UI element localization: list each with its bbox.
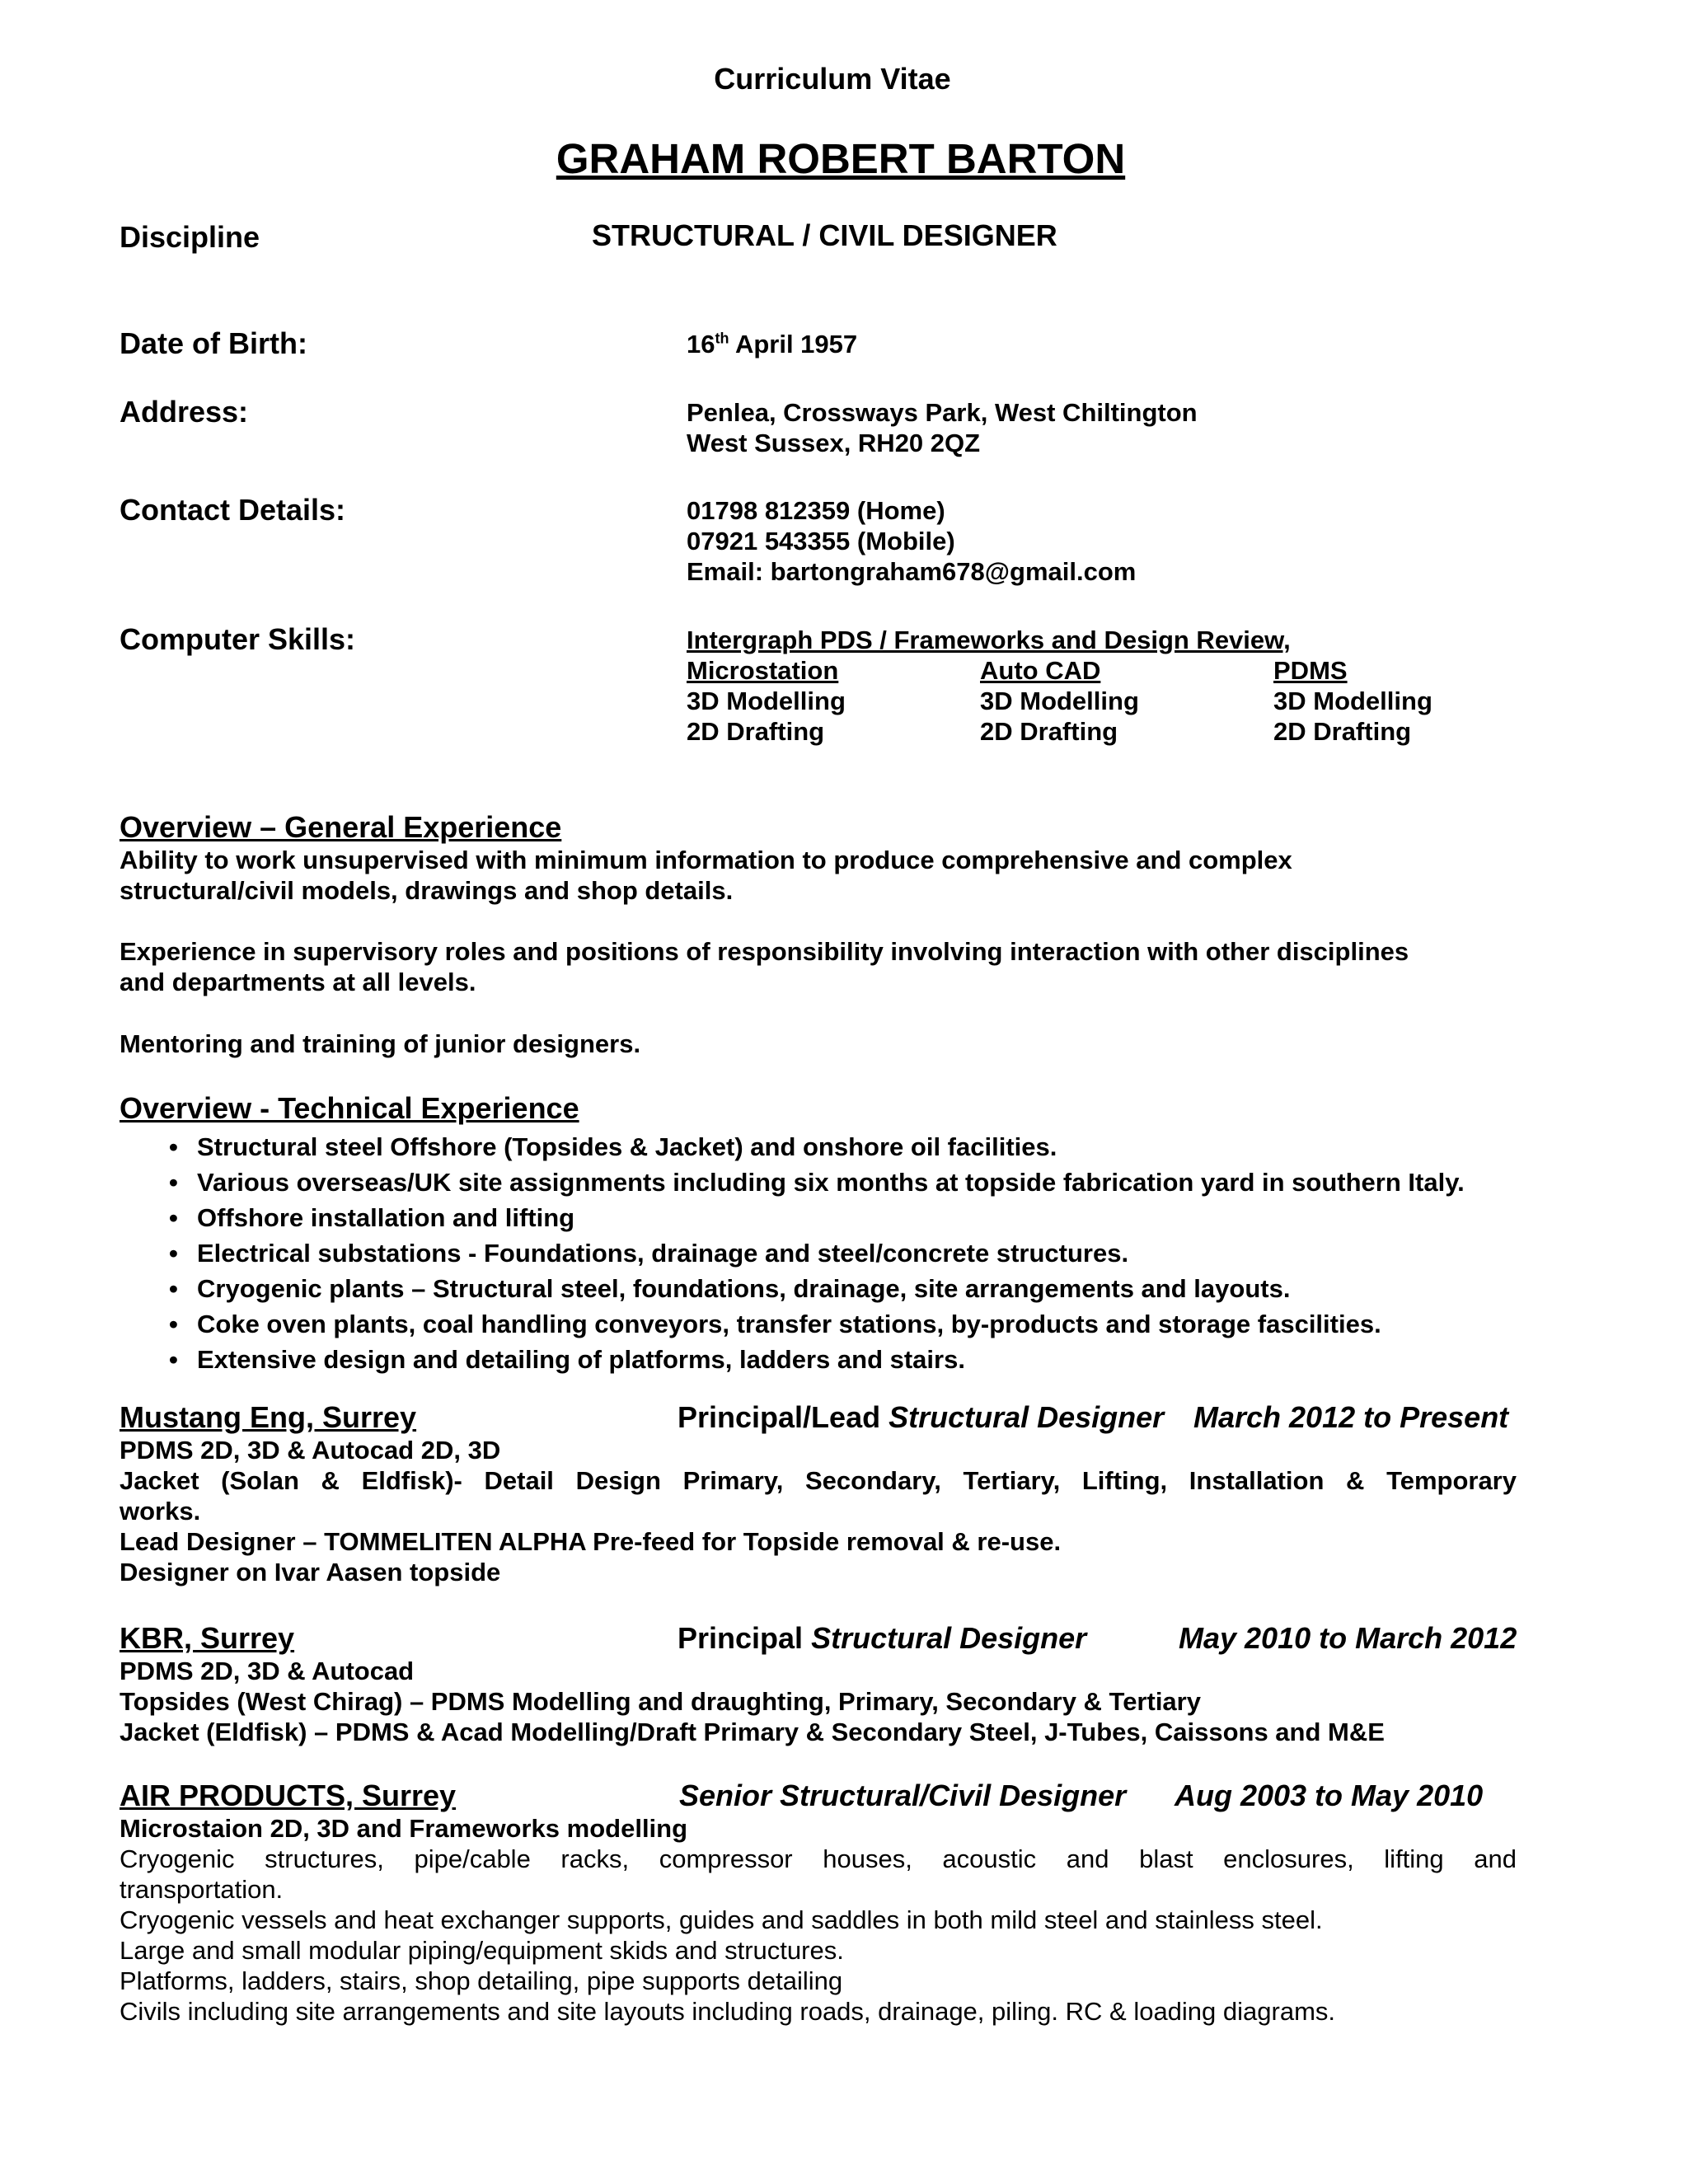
job-role: Principal Structural Designer [678,1621,1087,1655]
paragraph-line: Mentoring and training of junior designers. [120,1029,641,1058]
job-detail-line: PDMS 2D, 3D & Autocad 2D, 3D [120,1436,501,1465]
paragraph-line: Experience in supervisory roles and positions of responsibility involving interaction with other disciplines [120,937,1409,966]
job-detail-line: Cryogenic structures, pipe/cable racks, compressor houses, acoustic and blast enclosures, lifting and [120,1844,1517,1873]
job-role: Senior Structural/Civil Designer [679,1779,1127,1812]
skill-item: 3D Modelling [1273,687,1432,715]
job-detail-line: Designer on Ivar Aasen topside [120,1558,501,1586]
list-item: • Structural steel Offshore (Topsides & Jacket) and onshore oil facilities. [162,1129,1465,1165]
paragraph-line: and departments at all levels. [120,968,476,996]
skill-item: 2D Drafting [980,717,1118,746]
paragraph-line: Ability to work unsupervised with minimum information to produce comprehensive and complex [120,846,1292,874]
skill-item: 3D Modelling [980,687,1139,715]
skill-column-title: Microstation [687,656,839,685]
bullet-icon: • [169,1310,178,1338]
job-dates: March 2012 to Present [1193,1400,1509,1434]
job-detail-line: Large and small modular piping/equipment skids and structures. [120,1936,844,1965]
job-detail-line: Platforms, ladders, stairs, shop detailing, pipe supports detailing [120,1966,843,1995]
job-detail-line: transportation. [120,1875,284,1904]
skill-item: 2D Drafting [687,717,825,746]
bullet-icon: • [169,1239,178,1268]
contact-line: 07921 543355 (Mobile) [687,527,955,555]
address-label: Address: [120,395,249,429]
discipline-label: Discipline [120,220,260,254]
list-item: • Cryogenic plants – Structural steel, foundations, drainage, site arrangements and layouts. [162,1271,1465,1306]
list-item: • Various overseas/UK site assignments including six months at topside fabrication yard in southern Italy. [162,1165,1465,1200]
bullet-icon: • [169,1345,178,1374]
skills-headline: Intergraph PDS / Frameworks and Design Review, [687,626,1291,654]
technical-experience-heading: Overview - Technical Experience [120,1091,579,1125]
dob-value: 16th April 1957 [687,330,858,359]
paragraph-line: structural/civil models, drawings and shop details. [120,876,734,905]
list-item: • Extensive design and detailing of platforms, ladders and stairs. [162,1342,1465,1377]
list-item: • Offshore installation and lifting [162,1200,1465,1235]
job-detail-line: Lead Designer – TOMMELITEN ALPHA Pre-feed for Topside removal & re-use. [120,1527,1062,1556]
job-detail-line: Jacket (Eldfisk) – PDMS & Acad Modelling/Draft Primary & Secondary Steel, J-Tubes, Caissons and M&E [120,1718,1385,1746]
job-subheading: Microstaion 2D, 3D and Frameworks modelling [120,1814,688,1843]
job-role: Principal/Lead Structural Designer [678,1400,1165,1434]
list-item: • Electrical substations - Foundations, drainage and steel/concrete structures. [162,1235,1465,1271]
job-detail-line: PDMS 2D, 3D & Autocad [120,1657,415,1685]
skill-item: 2D Drafting [1273,717,1412,746]
candidate-name: GRAHAM ROBERT BARTON [556,135,1126,182]
dob-label: Date of Birth: [120,326,307,360]
address-line: West Sussex, RH20 2QZ [687,429,981,457]
document-title: Curriculum Vitae [714,62,951,96]
employer-name: KBR, Surrey [120,1621,295,1655]
contact-line: 01798 812359 (Home) [687,496,945,525]
bullet-icon: • [169,1168,178,1197]
general-experience-heading: Overview – General Experience [120,810,562,844]
job-dates: May 2010 to March 2012 [1179,1621,1517,1655]
bullet-icon: • [169,1203,178,1232]
technical-experience-list [162,1129,1465,1377]
job-detail-line: Topsides (West Chirag) – PDMS Modelling and draughting, Primary, Secondary & Tertiary [120,1687,1201,1716]
employer-name: AIR PRODUCTS, Surrey [120,1779,457,1812]
bullet-icon: • [169,1274,178,1303]
contact-label: Contact Details: [120,493,346,527]
bullet-icon: • [169,1132,178,1161]
address-line: Penlea, Crossways Park, West Chiltington [687,398,1198,427]
employer-name: Mustang Eng, Surrey [120,1400,417,1434]
skill-column-title: PDMS [1273,656,1348,685]
job-detail-line: Jacket (Solan & Eldfisk)- Detail Design Primary, Secondary, Tertiary, Lifting, Installation & Temporary [120,1466,1517,1495]
job-detail-line: Cryogenic vessels and heat exchanger supports, guides and saddles in both mild steel and stainless steel. [120,1905,1323,1934]
list-item: • Coke oven plants, coal handling conveyors, transfer stations, by-products and storage fascilities. [162,1306,1465,1342]
contact-email: Email: bartongraham678@gmail.com [687,557,1137,586]
skill-column-title: Auto CAD [980,656,1101,685]
job-dates: Aug 2003 to May 2010 [1175,1779,1484,1812]
discipline-value: STRUCTURAL / CIVIL DESIGNER [592,218,1057,252]
job-detail-line: Civils including site arrangements and site layouts including roads, drainage, piling. RC & loading diagrams. [120,1997,1336,2026]
job-detail-line: works. [120,1497,201,1526]
computer-skills-label: Computer Skills: [120,622,356,656]
skill-item: 3D Modelling [687,687,846,715]
